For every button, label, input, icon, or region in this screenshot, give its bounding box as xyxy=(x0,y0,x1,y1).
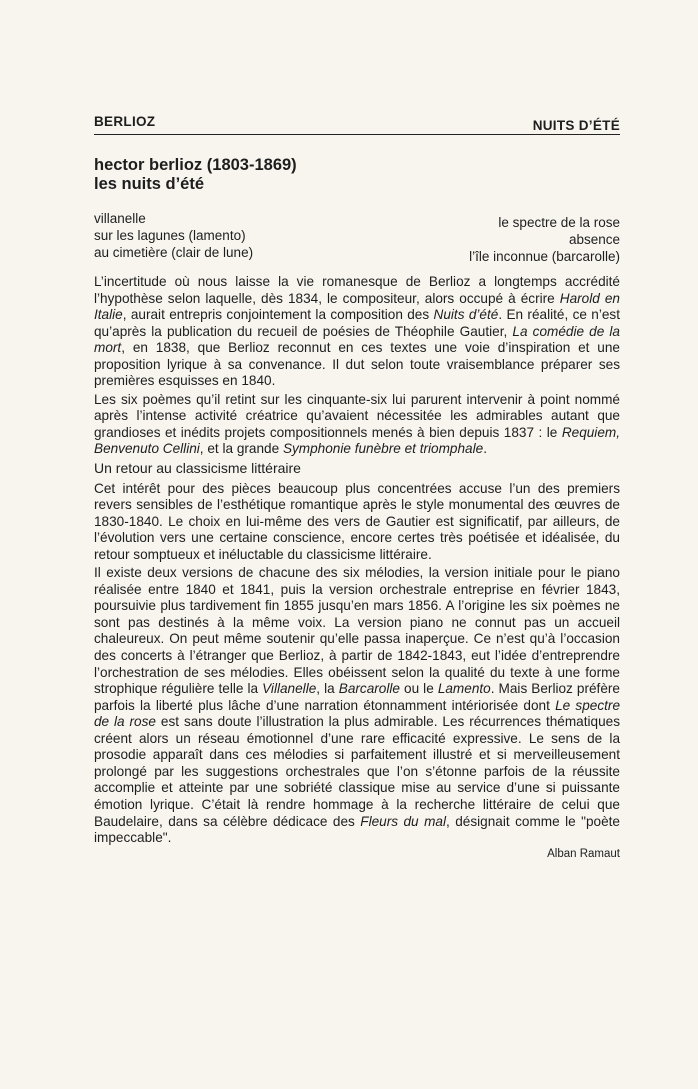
text-run: , en 1838, que Berlioz reconnut en ces textes une voie d’inspiration et une proposition lyrique à sa convenance. Il dut selon toute vraisemblance préparer ses premières esquisses en 1840. xyxy=(94,340,620,389)
track-item: villanelle xyxy=(94,211,146,226)
paragraph-2 xyxy=(94,392,620,458)
track-item: l’île inconnue (barcarolle) xyxy=(469,249,620,264)
title-reference: Le spectre de la rose xyxy=(94,697,621,730)
text-run: . xyxy=(483,441,487,457)
track-list-right xyxy=(469,214,620,265)
track-list-left xyxy=(94,210,253,261)
title-reference: Fleurs du mal xyxy=(360,813,446,829)
title-composer: hector berlioz (1803-1869) xyxy=(94,156,297,174)
text-run: , la xyxy=(316,681,339,697)
paragraph-4 xyxy=(94,565,620,846)
title-reference: Lamento xyxy=(437,681,491,697)
paragraph-1 xyxy=(94,274,620,390)
author-signature: Alban Ramaut xyxy=(547,847,620,860)
title-reference: Barcarolle xyxy=(338,681,400,697)
title-reference: Villanelle xyxy=(262,681,317,697)
text-run: , et la grande xyxy=(199,441,283,457)
text-run: Les six poèmes qu’il retint sur les cinquante-six lui parurent intervenir à point nommé après l’intense activité créatrice qu’avaient nécessitée les admirables autant que grandioses et inédits projets compositionnels menés à bien depuis 1837 : le xyxy=(94,391,620,440)
text-run: , aurait entrepris conjointement la composition des xyxy=(122,307,434,323)
title-reference: Nuits d’été xyxy=(433,307,499,323)
title-work: les nuits d’été xyxy=(94,175,205,193)
title-reference: Harold en Italie xyxy=(94,290,620,323)
track-item: le spectre de la rose xyxy=(498,215,620,230)
track-item: absence xyxy=(568,232,620,247)
section-heading: Un retour au classicisme littéraire xyxy=(94,460,301,477)
paragraph-3: Cet intérêt pour des pièces beaucoup plus concentrées accuse l’un des premiers revers sensibles de l’esthétique romantique après le style monumental des œuvres de 1830-1840. Le choix en lui-même des vers de Gautier est significatif, par ailleurs, de l’évolution vers une certaine conscience, encore certes très poétisée et idéalisée, du retour somptueux et inéluctable du classicisme littéraire. xyxy=(94,480,620,562)
text-run: est sans doute l’illustration la plus admirable. Les récurrences thématiques créent alors un réseau émotionnel d’une rare efficacité expressive. Le sens de la prosodie apparaît dans ces mélodies si parfaitement illustré et si merveilleusement prolongé par les suggestions orchestrales que l’on s’étonne parfois de la réussite accomplie et atteinte par une sobriété classique mise au service d’une si puissante émotion lyrique. C’était là rendre hommage à la recherche littéraire de celui que Baudelaire, dans sa célèbre dédicace des xyxy=(94,714,620,829)
text-run: ou le xyxy=(399,681,438,697)
running-header xyxy=(94,114,620,135)
text-run: , désignait comme le "poète impeccable". xyxy=(94,813,620,846)
title-reference: Requiem, Benvenuto Cellini xyxy=(94,424,620,457)
text-run: L’incertitude où nous laisse la vie romanesque de Berlioz a longtemps accrédité l’hypothèse selon laquelle, dès 1834, le compositeur, alors occupé à écrire xyxy=(94,274,620,306)
track-item: au cimetière (clair de lune) xyxy=(94,245,254,260)
text-run: . Mais Berlioz préfère parfois la liberté plus lâche d’une narration étonnamment intériorisée dont xyxy=(94,681,620,713)
track-item: sur les lagunes (lamento) xyxy=(94,228,246,243)
text-run: . En réalité, ce n’est qu’après la publication du recueil de poésies de Théophile Gautier, xyxy=(94,307,621,339)
text-run: Il existe deux versions de chacune des six mélodies, la version initiale pour le piano réalisée entre 1840 et 1841, puis la version orchestrale entreprise en février 1843, poursuivie plus tardivement fin 1855 jusqu’en mars 1856. A l’origine les six poèmes ne sont pas destinés à la même voix. La version piano ne connut pas un accueil chaleureux. On peut même soutenir qu’elle passa inaperçue. Ce n’est qu’à l’occasion des concerts à l’étranger que Berlioz, à partir de 1842-1843, eut l’idée d’entreprendre l’orchestration de ses mélodies. Elles obéissent selon la qualité du texte à une forme strophique régulière telle la xyxy=(94,565,620,697)
header-work: NUITS D’ÉTÉ xyxy=(532,118,620,133)
header-composer: BERLIOZ xyxy=(94,114,156,129)
page-title xyxy=(94,156,620,194)
essay-body xyxy=(94,274,620,862)
title-reference: La comédie de la mort xyxy=(94,323,620,356)
title-reference: Symphonie funèbre et triomphale xyxy=(282,441,484,457)
